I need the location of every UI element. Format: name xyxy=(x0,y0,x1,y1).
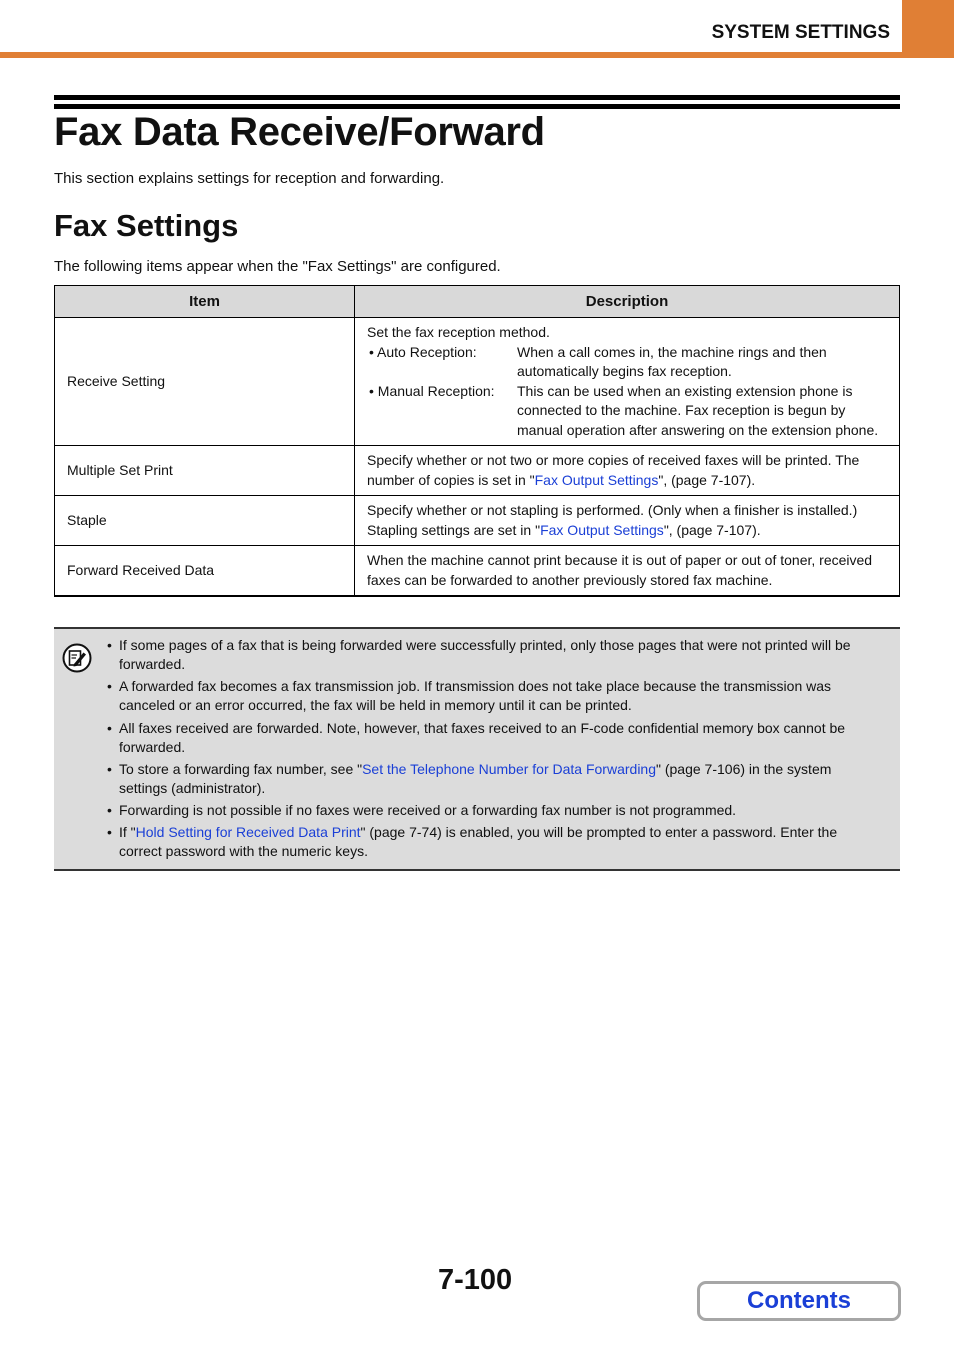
section-heading: Fax Settings xyxy=(54,208,239,243)
table-row xyxy=(55,546,900,597)
page-number: 7-100 xyxy=(438,1264,513,1296)
table-cell-description: Specify whether or not two or more copies of received faxes will be printed. The number of copies is set in "Fax Output Settings", (page 7-107). xyxy=(355,446,900,496)
sub-option xyxy=(369,382,887,441)
table-cell-description xyxy=(355,318,900,446)
table-intro-text: The following items appear when the "Fax Settings" are configured. xyxy=(54,258,501,275)
sub-option-text: This can be used when an existing extension phone is connected to the machine. Fax reception is begun by manual operation after answering on the extension phone. xyxy=(517,382,879,438)
table-row xyxy=(55,446,900,496)
sub-option-label: • Manual Reception: xyxy=(369,382,495,399)
note-list xyxy=(107,636,877,865)
telephone-number-forwarding-link[interactable]: Set the Telephone Number for Data Forwarding xyxy=(362,760,656,777)
intro-text: This section explains settings for reception and forwarding. xyxy=(54,170,445,187)
note-box xyxy=(54,627,900,871)
note-item: • If some pages of a fax that is being forwarded were successfully printed, only those pages that were not printed will be forwarded. xyxy=(107,637,851,672)
sub-option-text: When a call comes in, the machine rings and then automatically begins fax reception. xyxy=(517,343,827,379)
sub-option-label: • Auto Reception: xyxy=(369,343,477,360)
table-cell-item: Staple xyxy=(55,496,355,546)
table-cell-item: Forward Received Data xyxy=(55,546,355,597)
header-accent-line xyxy=(0,52,954,58)
fax-output-settings-link[interactable]: Fax Output Settings xyxy=(540,521,664,538)
table-cell-description: When the machine cannot print because it is out of paper or out of toner, received faxes can be forwarded to another previously stored fax machine. xyxy=(355,546,900,597)
table-cell-item: Multiple Set Print xyxy=(55,446,355,496)
column-header-item: Item xyxy=(55,286,355,318)
table-header-row xyxy=(55,286,900,318)
note-item: • A forwarded fax becomes a fax transmission job. If transmission does not take place because the transmission was canceled or an error occurred, the fax will be held in memory until it can be printed. xyxy=(107,678,832,714)
note-item: • To store a forwarding fax number, see "Set the Telephone Number for Data Forwarding" (page 7-106) in the system settings (administrator). xyxy=(107,760,832,796)
note-pencil-icon xyxy=(62,643,92,673)
table-cell-description: Specify whether or not stapling is performed. (Only when a finisher is installed.) Stapling settings are set in "Fax Output Settings", (page 7-107). xyxy=(355,496,900,546)
note-item: • Forwarding is not possible if no faxes were received or a forwarding fax number is not programmed. xyxy=(107,802,737,819)
description-intro: Set the fax reception method. xyxy=(367,324,550,340)
column-header-description: Description xyxy=(355,286,900,318)
settings-table xyxy=(54,285,900,597)
table-row xyxy=(55,318,900,446)
note-item: • All faxes received are forwarded. Note, however, that faxes received to an F-code confidential memory box cannot be forwarded. xyxy=(107,719,846,755)
table-cell-item: Receive Setting xyxy=(55,318,355,446)
table-row xyxy=(55,496,900,546)
fax-output-settings-link[interactable]: Fax Output Settings xyxy=(534,471,659,488)
page-title: Fax Data Receive/Forward xyxy=(54,110,545,154)
header-section-label: SYSTEM SETTINGS xyxy=(711,22,890,43)
title-rule-top xyxy=(54,95,900,100)
note-item: • If "Hold Setting for Received Data Print" (page 7-74) is enabled, you will be prompted to enter a password. Enter the correct password with the numeric keys. xyxy=(107,824,838,860)
contents-button[interactable]: Contents xyxy=(697,1281,901,1321)
sub-option xyxy=(369,343,887,382)
title-rule-bottom xyxy=(54,104,900,109)
header-accent-block xyxy=(902,0,954,56)
hold-setting-link[interactable]: Hold Setting for Received Data Print xyxy=(135,824,361,841)
